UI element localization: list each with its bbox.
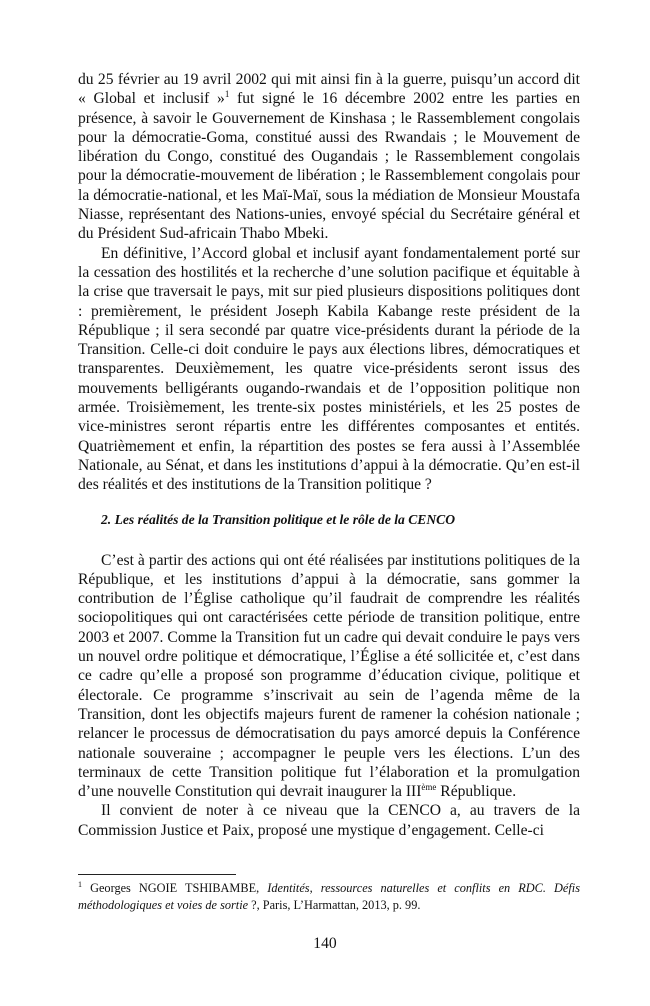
- footnote: [78, 880, 580, 913]
- section-heading: 2. Les réalités de la Transition politique et le rôle de la CENCO: [101, 511, 456, 527]
- paragraph-3-text-b: République.: [436, 783, 517, 801]
- footnote-number: 1: [78, 880, 82, 889]
- ordinal-superscript: ème: [421, 782, 437, 793]
- paragraph-3-text-a: C’est à partir des actions qui ont été réalisées par institutions politiques de la République, et les institutions d’appui à la démocratie, sans gommer la contribution de l’Église catholique qu’il faudrait de comprendre les réalités sociopolitiques qui ont caractérisées cette période de transition politique, entre 2003 et 2007. Comme la Transition fut un cadre qui devait conduire le pays vers un nouvel ordre politique et démocratique, l’Église a été sollicitée et, c’est dans ce cadre qu’elle a proposé son programme d’éducation civique, politique et électorale. Ce programme s’inscrivait au sein de l’agenda même de la Transition, dont les objectifs majeurs furent de ramener la cohésion nationale ; relancer le processus de démocratisation du pays amorcé depuis la Conférence nationale souveraine ; accompagner le peuple vers les élections. L’un des terminaux de cette Transition politique fut l’élaboration et la promulgation d’une nouvelle Constitution qui devrait inaugurer la III: [78, 551, 580, 801]
- paragraph-3: [78, 551, 580, 802]
- paragraph-1: [78, 70, 580, 244]
- footnote-reference: 1: [224, 89, 230, 100]
- paragraph-1-text-b: fut signé le 16 décembre 2002 entre les parties en présence, à savoir le Gouvernement de Kinshasa ; le Rassemblement congolais pour la démocratie-Goma, constitué aussi des Rwandais ; le Mouvement de libération du Congo, constitué des Ougandais ; le Rassemblement congolais pour la démocratie-mouvement de libération ; le Rassemblement congolais pour la démocratie-national, et les Maï-Maï, sous la médiation de Monsieur Moustafa Niasse, représentant des Nations-unies, envoyé spécial du Secrétaire général et du Président Sud-africain Thabo Mbeki.: [78, 90, 580, 243]
- footnote-author: Georges NGOIE TSHIBAMBE,: [82, 881, 268, 895]
- footnote-rest: ?, Paris, L’Harmattan, 2013, p. 99.: [248, 897, 421, 912]
- paragraph-2: En définitive, l’Accord global et inclusif ayant fondamentalement porté sur la cessation des hostilités et la recherche d’une solution pacifique et équitable à la crise que traversait le pays, mit sur pied plusieurs dispositions politiques dont : premièrement, le président Joseph Kabila Kabange reste président de la République ; il sera secondé par quatre vice-présidents durant la période de la Transition. Celle-ci doit conduire le pays aux élections libres, démocratiques et transparentes. Deuxièmement, les quatre vice-présidents seront issus des mouvements belligérants ougando-rwandais et de l’opposition politique non armée. Troisièmement, les trente-six postes ministériels, et les 25 postes de vice-ministres seront répartis entre les différentes composantes et entités. Quatrièmement et enfin, la répartition des postes se fera aussi à l’Assemblée Nationale, au Sénat, et dans les institutions d’appui à la démocratie. Qu’en est-il des réalités et des institutions de la Transition politique ?: [78, 244, 580, 494]
- page-body: [78, 70, 580, 840]
- footnote-separator: [78, 874, 236, 875]
- paragraph-4: Il convient de noter à ce niveau que la CENCO a, au travers de la Commission Justice et Paix, proposé une mystique d’engagement. Celle-ci: [78, 802, 580, 839]
- footnote-title: Identités, ressources naturelles et conflits en RDC. Défis méthodologiques et voies de sortie: [78, 881, 580, 912]
- page-number: 140: [313, 935, 337, 952]
- paragraph-1-text-a: du 25 février au 19 avril 2002 qui mit ainsi fin à la guerre, puisqu’un accord dit « Global et inclusif »: [78, 71, 580, 108]
